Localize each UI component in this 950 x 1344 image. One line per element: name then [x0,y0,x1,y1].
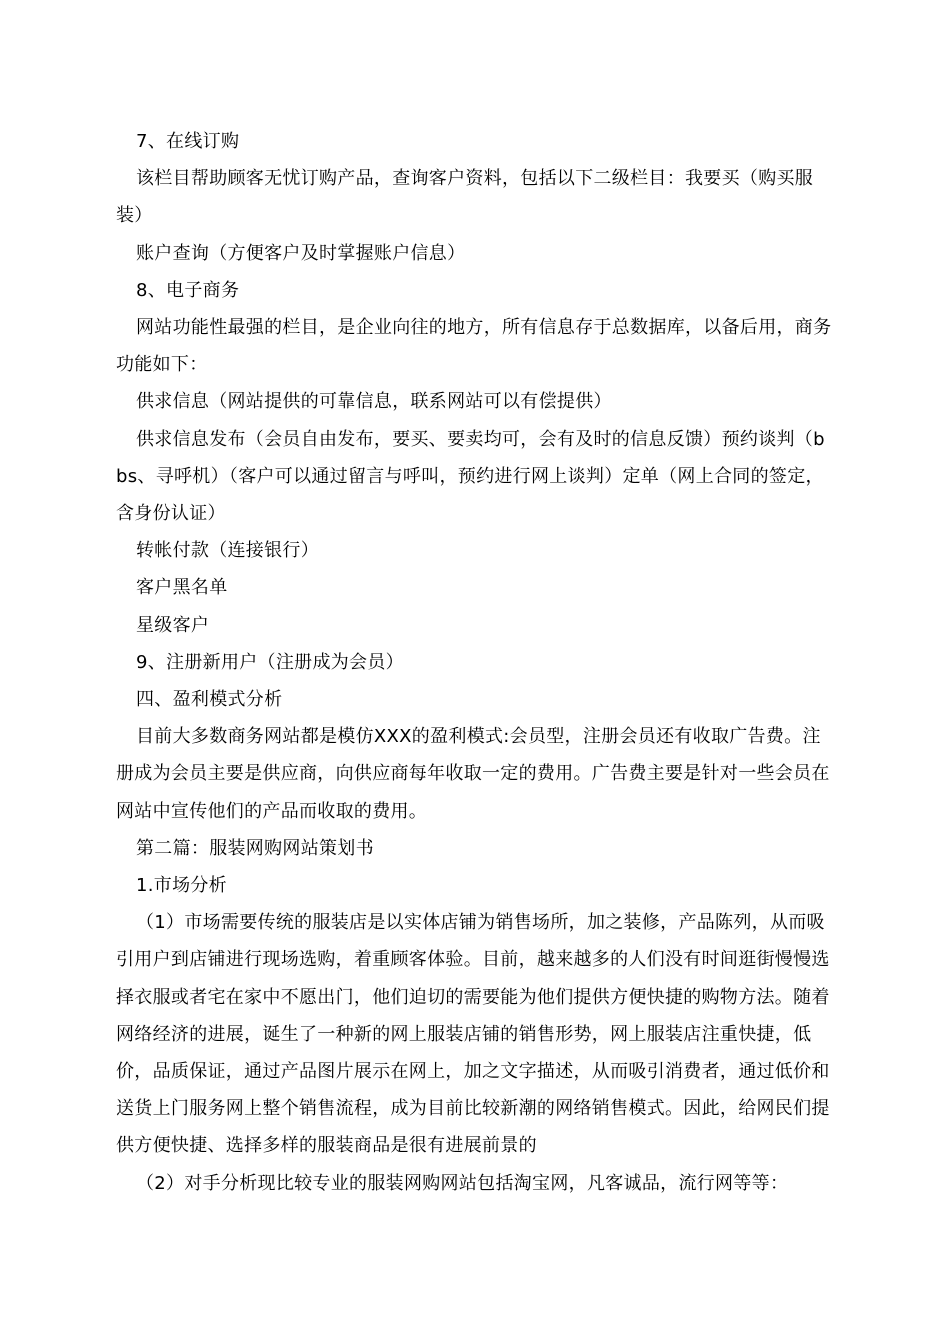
paragraph-competitor-analysis: （2）对手分析现比较专业的服装网购网站包括淘宝网，凡客诚品，流行网等等： [136,1172,789,1194]
paragraph-account-query: 账户查询（方便客户及时掌握账户信息） [136,242,466,264]
paragraph-market-needs: （1）市场需要传统的服装店是以实体店铺为销售场所，加之装修，产品陈列，从而吸引用户到店铺进行现场选购，着重顾客体验。目前，越来越多的人们没有时间逛街慢慢选择衣服或者宅在家中不愿出门，他们迫切的需要能为他们提供方便快捷的购物方法。随着网络经济的进展，诞生了一种新的网上服装店铺的销售形势，网上服装店注重快捷，低价，品质保证，通过产品图片展示在网上，加之文字描述，从而吸引消费者，通过低价和送货上门服务网上整个销售流程，成为目前比较新潮的网络销售模式。因此，给网民们提供方便快捷、选择多样的服装商品是很有进展前景的 [116,912,830,1157]
paragraph-supply-demand-publish: 供求信息发布（会员自由发布，要买、要卖均可，会有及时的信息反馈）预约谈判（bbs、寻呼机）（客户可以通过留言与呼叫，预约进行网上谈判）定单（网上合同的签定，含身份认证） [116,428,825,525]
document-body [116,123,836,1202]
paragraph-ecommerce-desc: 网站功能性最强的栏目，是企业向往的地方，所有信息存于总数据库，以备后用，商务功能如下： [116,317,832,376]
paragraph-online-ordering-desc: 该栏目帮助顾客无忧订购产品，查询客户资料，包括以下二级栏目：我要买（购买服装） [116,168,814,227]
paragraph-profit-model-desc: 目前大多数商务网站都是模仿XXX的盈利模式:会员型，注册会员还有收取广告费。注册成为会员主要是供应商，向供应商每年收取一定的费用。广告费主要是针对一些会员在网站中宣传他们的产品而收取的费用。 [116,726,830,822]
section-heading-online-ordering: 7、在线订购 [136,131,240,152]
chapter-heading-part-two: 第二篇：服装网购网站策划书 [136,837,374,859]
paragraph-customer-blacklist: 客户黑名单 [136,577,228,599]
section-heading-profit-model: 四、盈利模式分析 [136,689,283,711]
section-heading-register: 9、注册新用户（注册成为会员） [136,651,404,673]
paragraph-supply-demand-info: 供求信息（网站提供的可靠信息，联系网站可以有偿提供） [136,391,612,413]
section-heading-ecommerce: 8、电子商务 [136,279,240,301]
paragraph-transfer-payment: 转帐付款（连接银行） [136,540,319,562]
section-heading-market-analysis: 1.市场分析 [136,875,227,897]
paragraph-star-customers: 星级客户 [136,614,210,636]
